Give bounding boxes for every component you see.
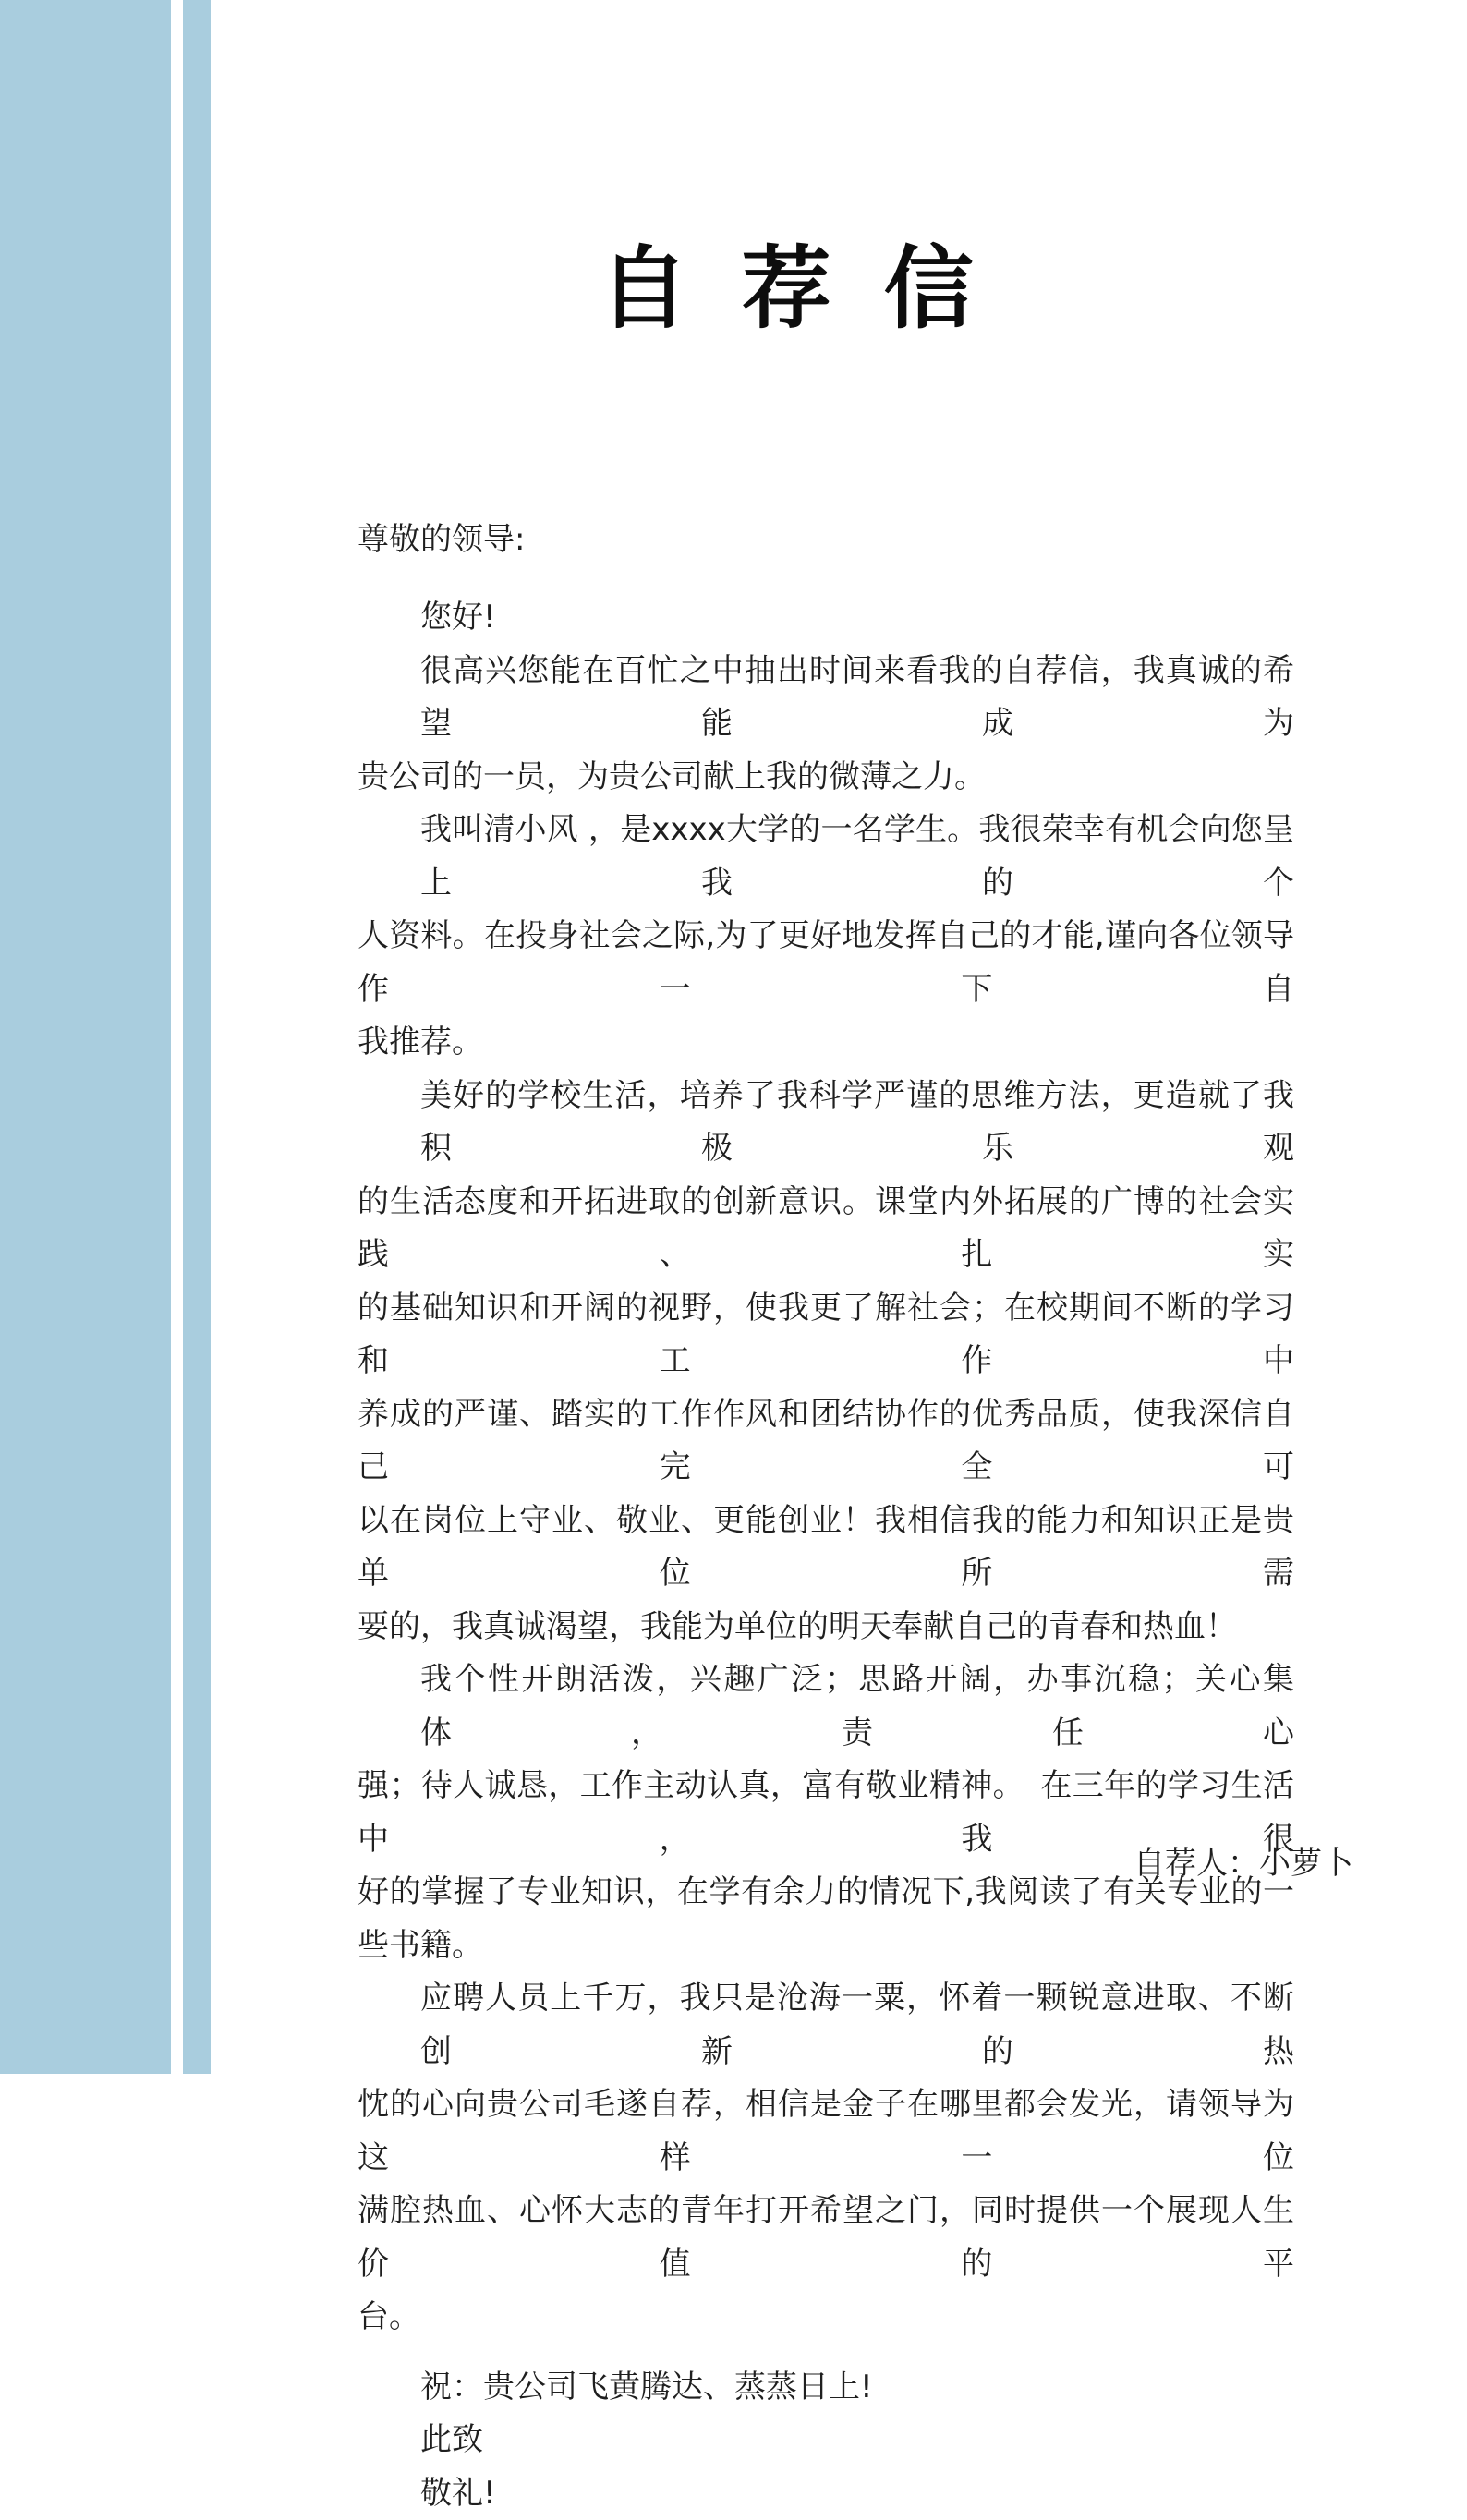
letter-line-jingli: 敬礼! xyxy=(358,2467,1294,2520)
letter-line: 我推荐。 xyxy=(358,1016,1294,1070)
letter-line: 满腔热血、心怀大志的青年打开希望之门，同时提供一个展现人生价值的平 xyxy=(358,2185,1294,2291)
letter-title: 自 荐 信 xyxy=(323,238,1260,340)
letter-line: 好的掌握了专业知识，在学有余力的情况下,我阅读了有关专业的一些书籍。 xyxy=(358,1866,1294,1972)
letter-line: 很高兴您能在百忙之中抽出时间来看我的自荐信，我真诚的希望能成为 xyxy=(358,645,1294,751)
letter-line: 我叫清小风 ，是xxxx大学的一名学生。我很荣幸有机会向您呈上我的个 xyxy=(358,804,1294,910)
letter-line-wish: 祝：贵公司飞黄腾达、蒸蒸日上! xyxy=(358,2361,1294,2415)
letter-line: 人资料。在投身社会之际,为了更好地发挥自己的才能,谨向各位领导作一下自 xyxy=(358,910,1294,1016)
letter-line: 要的，我真诚渴望，我能为单位的明天奉献自己的青春和热血！ xyxy=(358,1601,1294,1654)
letter-line: 忱的心向贵公司毛遂自荐，相信是金子在哪里都会发光，请领导为这样一位 xyxy=(358,2078,1294,2185)
letter-line: 应聘人员上千万，我只是沧海一粟，怀着一颗锐意进取、不断创新的热 xyxy=(358,1972,1294,2078)
left-accent-band-inner xyxy=(183,0,211,2074)
letter-line: 的基础知识和开阔的视野，使我更了解社会；在校期间不断的学习和工作中 xyxy=(358,1282,1294,1388)
letter-body xyxy=(358,591,1294,2520)
letter-line: 台。 xyxy=(358,2291,1294,2344)
letter-line: 养成的严谨、踏实的工作作风和团结协作的优秀品质，使我深信自己完全可 xyxy=(358,1388,1294,1495)
letter-line: 贵公司的一员，为贵公司献上我的微薄之力。 xyxy=(358,751,1294,805)
letter-line: 您好! xyxy=(358,591,1294,645)
letter-line: 的生活态度和开拓进取的创新意识。课堂内外拓展的广博的社会实践、扎实 xyxy=(358,1176,1294,1282)
letter-line-cizhi: 此致 xyxy=(358,2414,1294,2467)
letter-line: 美好的学校生活，培养了我科学严谨的思维方法，更造就了我积极乐观 xyxy=(358,1070,1294,1176)
left-accent-band-outer xyxy=(0,0,171,2074)
letter-line: 我个性开朗活泼，兴趣广泛；思路开阔，办事沉稳；关心集体，责任心 xyxy=(358,1654,1294,1760)
letter-line: 以在岗位上守业、敬业、更能创业！我相信我的能力和知识正是贵单位所需 xyxy=(358,1495,1294,1601)
signature: 自荐人：小萝卜 xyxy=(1134,1837,1353,1891)
salutation: 尊敬的领导: xyxy=(358,514,1294,567)
letter-line: 强；待人诚恳，工作主动认真，富有敬业精神。 在三年的学习生活中，我很 xyxy=(358,1760,1294,1866)
